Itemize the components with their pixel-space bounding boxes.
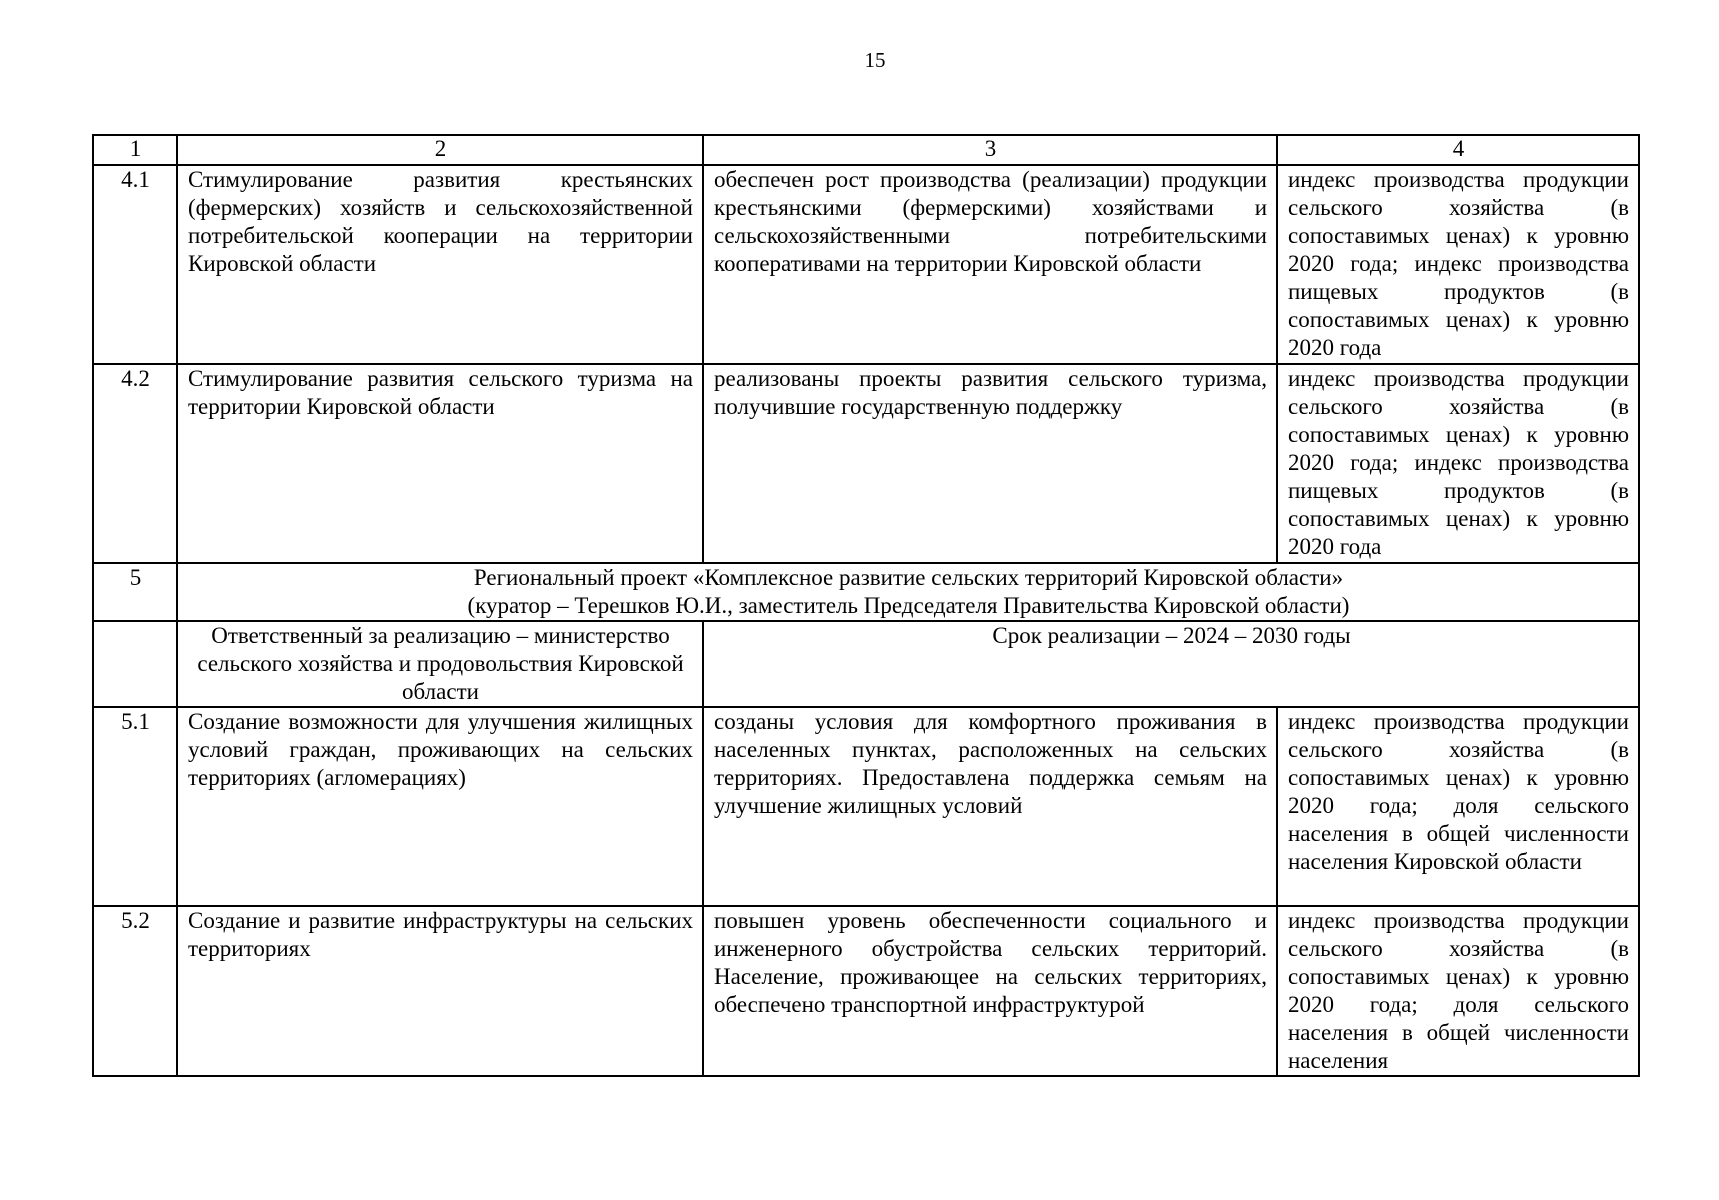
project-curator: (куратор – Терешков Ю.И., заместитель Председателя Правительства Кировской области) (467, 593, 1350, 618)
result-cell: созданы условия для комфортного проживания в населенных пунктах, расположенных на сельских территориях. Предоставлена поддержка семьям на улучшение жилищных условий (703, 707, 1277, 906)
table-row (93, 165, 1639, 364)
project-info-row (93, 621, 1639, 707)
column-header-3: 3 (703, 135, 1277, 165)
project-title-row (93, 563, 1639, 621)
result-cell: обеспечен рост производства (реализации) продукции крестьянскими (фермерскими) хозяйствами и сельскохозяйственными потребительскими кооперативами на территории Кировской области (703, 165, 1277, 364)
indicators-cell: индекс производства продукции сельского хозяйства (в сопоставимых ценах) к уровню 2020 года; индекс производства пищевых продуктов (в сопоставимых ценах) к уровню 2020 года (1277, 364, 1639, 563)
indicators-cell: индекс производства продукции сельского хозяйства (в сопоставимых ценах) к уровню 2020 года; индекс производства пищевых продуктов (в сопоставимых ценах) к уровню 2020 года (1277, 165, 1639, 364)
measures-table (92, 134, 1640, 1077)
row-number: 4.2 (93, 364, 177, 563)
row-number: 4.1 (93, 165, 177, 364)
activity-cell: Стимулирование развития крестьянских (фермерских) хозяйств и сельскохозяйственной потребительской кооперации на территории Кировской области (177, 165, 703, 364)
empty-number-cell (93, 621, 177, 707)
table-row (93, 906, 1639, 1076)
column-header-1: 1 (93, 135, 177, 165)
table-row (93, 364, 1639, 563)
page-number: 15 (864, 48, 886, 72)
indicators-cell: индекс производства продукции сельского хозяйства (в сопоставимых ценах) к уровню 2020 года; доля сельского населения в общей численности населения Кировской области (1277, 707, 1639, 906)
indicators-cell: индекс производства продукции сельского хозяйства (в сопоставимых ценах) к уровню 2020 года; доля сельского населения в общей численности населения (1277, 906, 1639, 1076)
project-title: Региональный проект «Комплексное развитие сельских территорий Кировской области» (473, 565, 1344, 590)
activity-cell: Создание и развитие инфраструктуры на сельских территориях (177, 906, 703, 1076)
table-row (93, 707, 1639, 906)
responsible-cell: Ответственный за реализацию – министерство сельского хозяйства и продовольствия Кировской области (177, 621, 703, 707)
column-header-4: 4 (1277, 135, 1639, 165)
column-header-2: 2 (177, 135, 703, 165)
row-number: 5 (93, 563, 177, 621)
activity-cell: Стимулирование развития сельского туризма на территории Кировской области (177, 364, 703, 563)
table-header-row (93, 135, 1639, 165)
row-number: 5.2 (93, 906, 177, 1076)
row-number: 5.1 (93, 707, 177, 906)
activity-cell: Создание возможности для улучшения жилищных условий граждан, проживающих на сельских территориях (агломерациях) (177, 707, 703, 906)
period-cell: Срок реализации – 2024 – 2030 годы (703, 621, 1639, 707)
result-cell: реализованы проекты развития сельского туризма, получившие государственную поддержку (703, 364, 1277, 563)
project-title-cell (177, 563, 1639, 621)
result-cell: повышен уровень обеспеченности социального и инженерного обустройства сельских территорий. Население, проживающее на сельских территориях, обеспечено транспортной инфраструктурой (703, 906, 1277, 1076)
